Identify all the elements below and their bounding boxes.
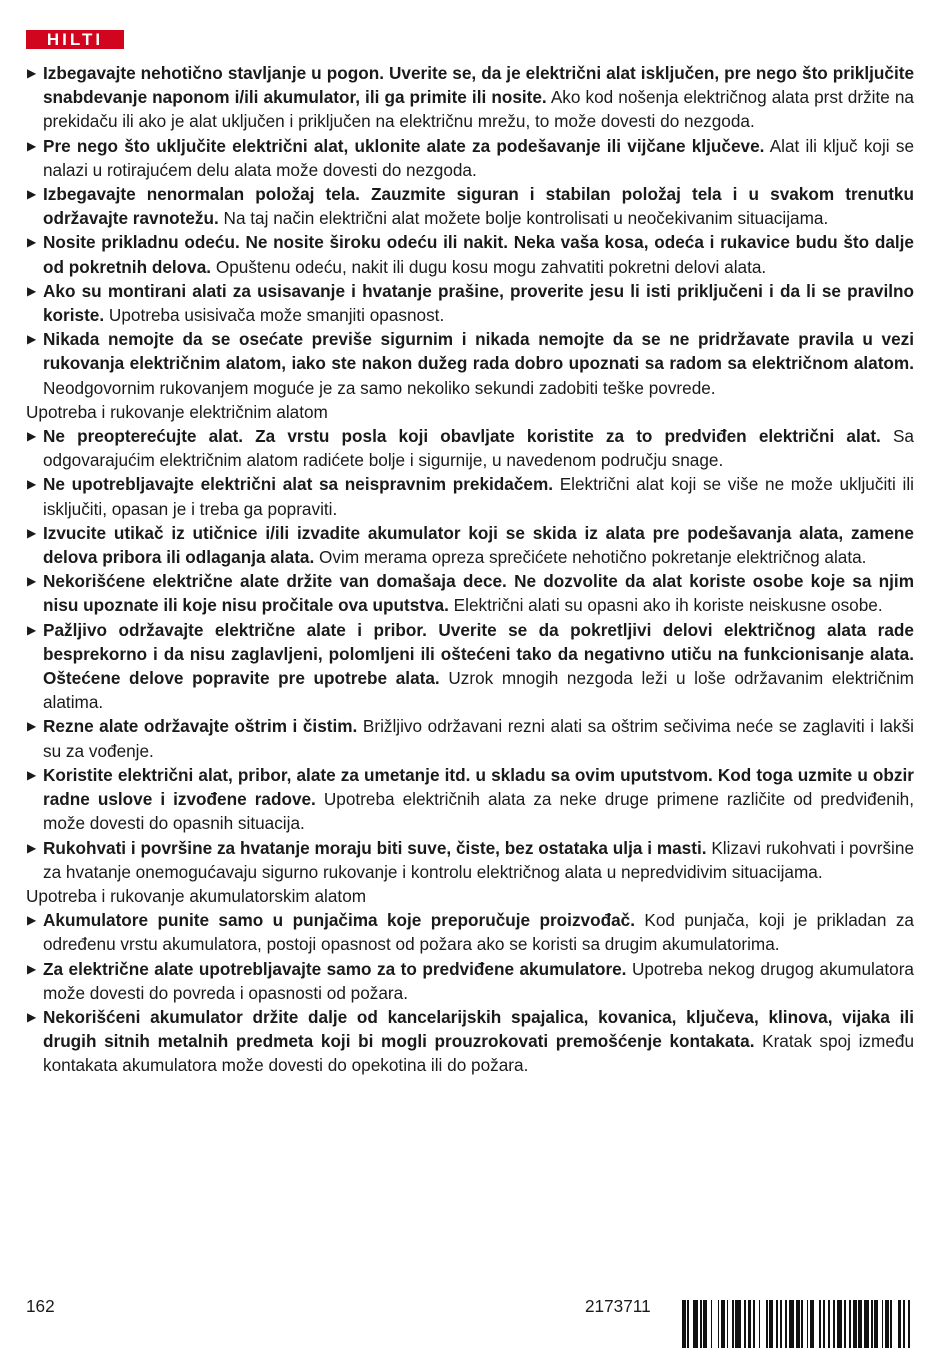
section-heading: Upotreba i rukovanje električnim alatom bbox=[26, 401, 328, 422]
instruction-bold-text: Pažljivo održavajte električne alate i pribor. Uverite se da pokretljivi delovi električnog alata rade besprekorno i da nisu zaglavljeni, polomljeni ili oštećeni tako da negativno utiču na funkcionisanje alata. Oštećene delove popravite pre upotrebe alata. bbox=[43, 619, 914, 689]
safety-instruction-item bbox=[26, 472, 914, 520]
safety-instruction-item bbox=[26, 714, 914, 762]
instruction-explanation-text: Opuštenu odeću, nakit ili dugu kosu mogu zahvatiti pokretni delovi alata. bbox=[211, 256, 767, 277]
instruction-bold-text: Rezne alate održavajte oštrim i čistim. bbox=[43, 716, 358, 737]
bullet-triangle-icon: ▶ bbox=[27, 961, 37, 976]
instruction-bold-text: Nekorišćeni akumulator držite dalje od kancelarijskih spajalica, kovanica, ključeva, klinova, vijaka ili drugih sitnih metalnih predmeta koji bi mogli prouzrokovati premošćenje kontakata. bbox=[43, 1006, 914, 1052]
bullet-triangle-icon: ▶ bbox=[27, 622, 37, 637]
bullet-triangle-icon: ▶ bbox=[27, 913, 37, 928]
safety-instruction-item bbox=[26, 279, 914, 327]
instruction-explanation-text: Neodgovornim rukovanjem moguće je za samo nekoliko sekundi zadobiti teške povrede. bbox=[43, 377, 716, 398]
safety-instruction-item bbox=[26, 618, 914, 715]
safety-instruction-item bbox=[26, 327, 914, 400]
instruction-explanation-text: Električni alat koji se više ne može uključiti ili isključiti, opasan je i treba ga popraviti. bbox=[43, 474, 914, 519]
instruction-bold-text: Ako su montirani alati za usisavanje i hvatanje prašine, proverite jesu li isti priključeni i da li se pravilno koriste. bbox=[43, 280, 914, 326]
instruction-explanation-text: Upotreba električnih alata za neke druge primene različite od predviđenih, može dovesti do opasnih situacija. bbox=[43, 789, 915, 834]
safety-instruction-item bbox=[26, 1005, 914, 1078]
safety-instruction-item bbox=[26, 908, 914, 956]
bullet-triangle-icon: ▶ bbox=[27, 719, 37, 734]
instruction-explanation-text: Ovim merama opreza sprečićete nehotično pokretanje električnog alata. bbox=[314, 547, 867, 568]
instruction-explanation-text: Alat ili ključ koji se nalazi u rotirajućem delu alata može dovesti do nezgoda. bbox=[43, 135, 914, 180]
instruction-explanation-text: Ako kod nošenja električnog alata prst držite na prekidaču ili ako je alat uključen i priključen na električnu mrežu, to može dovesti do nezgoda. bbox=[43, 87, 914, 132]
bullet-triangle-icon: ▶ bbox=[27, 187, 37, 202]
safety-instruction-item bbox=[26, 424, 914, 472]
instruction-bold-text: Izbegavajte nehotično stavljanje u pogon. Uverite se, da je električni alat isključen, pre nego što priključite snabdevanje naponom i/ili akumulator, ili ga primite ili nosite. bbox=[43, 63, 914, 108]
instruction-explanation-text: Klizavi rukohvati i površine za hvatanje onemogućavaju sigurno rukovanje i kontrolu električnog alata u nepredvidivim situacijama. bbox=[43, 837, 914, 882]
bullet-triangle-icon: ▶ bbox=[27, 477, 37, 492]
instruction-explanation-text: Sa odgovarajućim električnim alatom radićete bolje i sigurnije, u navedenom području snage. bbox=[43, 426, 914, 471]
bullet-triangle-icon: ▶ bbox=[27, 235, 37, 250]
section-heading: Upotreba i rukovanje akumulatorskim alatom bbox=[26, 885, 367, 906]
bullet-triangle-icon: ▶ bbox=[27, 429, 37, 444]
instruction-explanation-text: Kratak spoj između kontakata akumulatora može dovesti do opekotina ili do požara. bbox=[43, 1031, 915, 1076]
instruction-explanation-text: Upotreba usisivača može smanjiti opasnost. bbox=[104, 305, 445, 326]
bullet-triangle-icon: ▶ bbox=[27, 283, 37, 298]
instruction-bold-text: Koristite električni alat, pribor, alate za umetanje itd. u skladu sa ovim uputstvom. Kod toga uzmite u obzir radne uslove i izvođene radove. bbox=[43, 764, 914, 810]
document-body bbox=[26, 61, 914, 1078]
instruction-explanation-text: Električni alati su opasni ako ih koriste neiskusne osobe. bbox=[448, 595, 883, 616]
safety-instruction-item bbox=[26, 61, 914, 134]
bullet-triangle-icon: ▶ bbox=[27, 525, 37, 540]
bullet-triangle-icon: ▶ bbox=[27, 66, 37, 80]
safety-instruction-item bbox=[26, 182, 914, 230]
bullet-triangle-icon: ▶ bbox=[27, 767, 37, 782]
safety-instruction-item bbox=[26, 134, 914, 182]
instruction-bold-text: Izbegavajte nenormalan položaj tela. Zauzmite siguran i stabilan položaj tela i u svakom trenutku održavajte ravnotežu. bbox=[43, 184, 914, 229]
instruction-bold-text: Nosite prikladnu odeću. Ne nosite široku odeću ili nakit. Neka vaša kosa, odeća i rukavice budu što dalje od pokretnih delova. bbox=[43, 232, 914, 277]
safety-instruction-item bbox=[26, 521, 914, 569]
barcode-image bbox=[682, 1300, 912, 1348]
bullet-triangle-icon: ▶ bbox=[27, 574, 37, 589]
bullet-triangle-icon: ▶ bbox=[27, 1009, 37, 1024]
instruction-explanation-text: Uzrok mnogih nezgoda leži u loše održavanim električnim alatima. bbox=[43, 668, 914, 713]
instruction-bold-text: Za električne alate upotrebljavajte samo za to predviđene akumulatore. bbox=[43, 958, 627, 979]
instruction-bold-text: Ne upotrebljavajte električni alat sa neispravnim prekidačem. bbox=[43, 474, 554, 495]
safety-instruction-item bbox=[26, 836, 914, 884]
safety-instruction-item bbox=[26, 230, 914, 278]
instruction-bold-text: Nikada nemojte da se osećate previše sigurnim i nikada nemojte da se ne pridržavate pravila u vezi rukovanja električnim alatom, iako ste nakon dužeg rada dobro upoznati sa radom sa električnom alatom. bbox=[43, 329, 914, 374]
bullet-triangle-icon: ▶ bbox=[27, 138, 37, 153]
instruction-explanation-text: Kod punjača, koji je prikladan za određenu vrstu akumulatora, postoji opasnost od požara ako se koristi sa drugim akumulatorima. bbox=[43, 910, 914, 955]
instruction-bold-text: Ne preopterećujte alat. Za vrstu posla koji obavljate koristite za to predviđen električni alat. bbox=[43, 426, 881, 447]
page-number: 162 bbox=[26, 1296, 55, 1316]
instruction-bold-text: Rukohvati i površine za hvatanje moraju biti suve, čiste, bez ostataka ulja i masti. bbox=[43, 837, 707, 858]
hilti-logo: HILTI bbox=[26, 30, 124, 49]
instruction-explanation-text: Na taj način električni alat možete bolje kontrolisati u neočekivanim situacijama. bbox=[218, 208, 829, 229]
safety-instruction-item bbox=[26, 957, 914, 1005]
instruction-explanation-text: Upotreba nekog drugog akumulatora može dovesti do povreda i opasnosti od požara. bbox=[43, 958, 914, 1003]
instruction-bold-text: Izvucite utikač iz utičnice i/ili izvadite akumulator koji se skida iz alata pre podešavanja alata, zamene delova pribora ili odlaganja alata. bbox=[43, 522, 914, 568]
bullet-triangle-icon: ▶ bbox=[27, 332, 37, 347]
bullet-triangle-icon: ▶ bbox=[27, 840, 37, 855]
safety-instruction-item bbox=[26, 763, 914, 836]
safety-instruction-item bbox=[26, 569, 914, 617]
instruction-bold-text: Nekorišćene električne alate držite van domašaja dece. Ne dozvolite da alat koriste osobe koje sa njim nisu upoznate ili koje nisu pročitale ova uputstva. bbox=[43, 571, 914, 616]
instruction-explanation-text: Brižljivo održavani rezni alati sa oštrim sečivima neće se zaglaviti i lakši su za vođenje. bbox=[43, 716, 914, 761]
instruction-bold-text: Pre nego što uključite električni alat, uklonite alate za podešavanje ili vijčane ključeve. bbox=[43, 135, 765, 156]
document-code: 2173711 bbox=[585, 1296, 651, 1316]
instruction-bold-text: Akumulatore punite samo u punjačima koje preporučuje proizvođač. bbox=[43, 910, 635, 931]
